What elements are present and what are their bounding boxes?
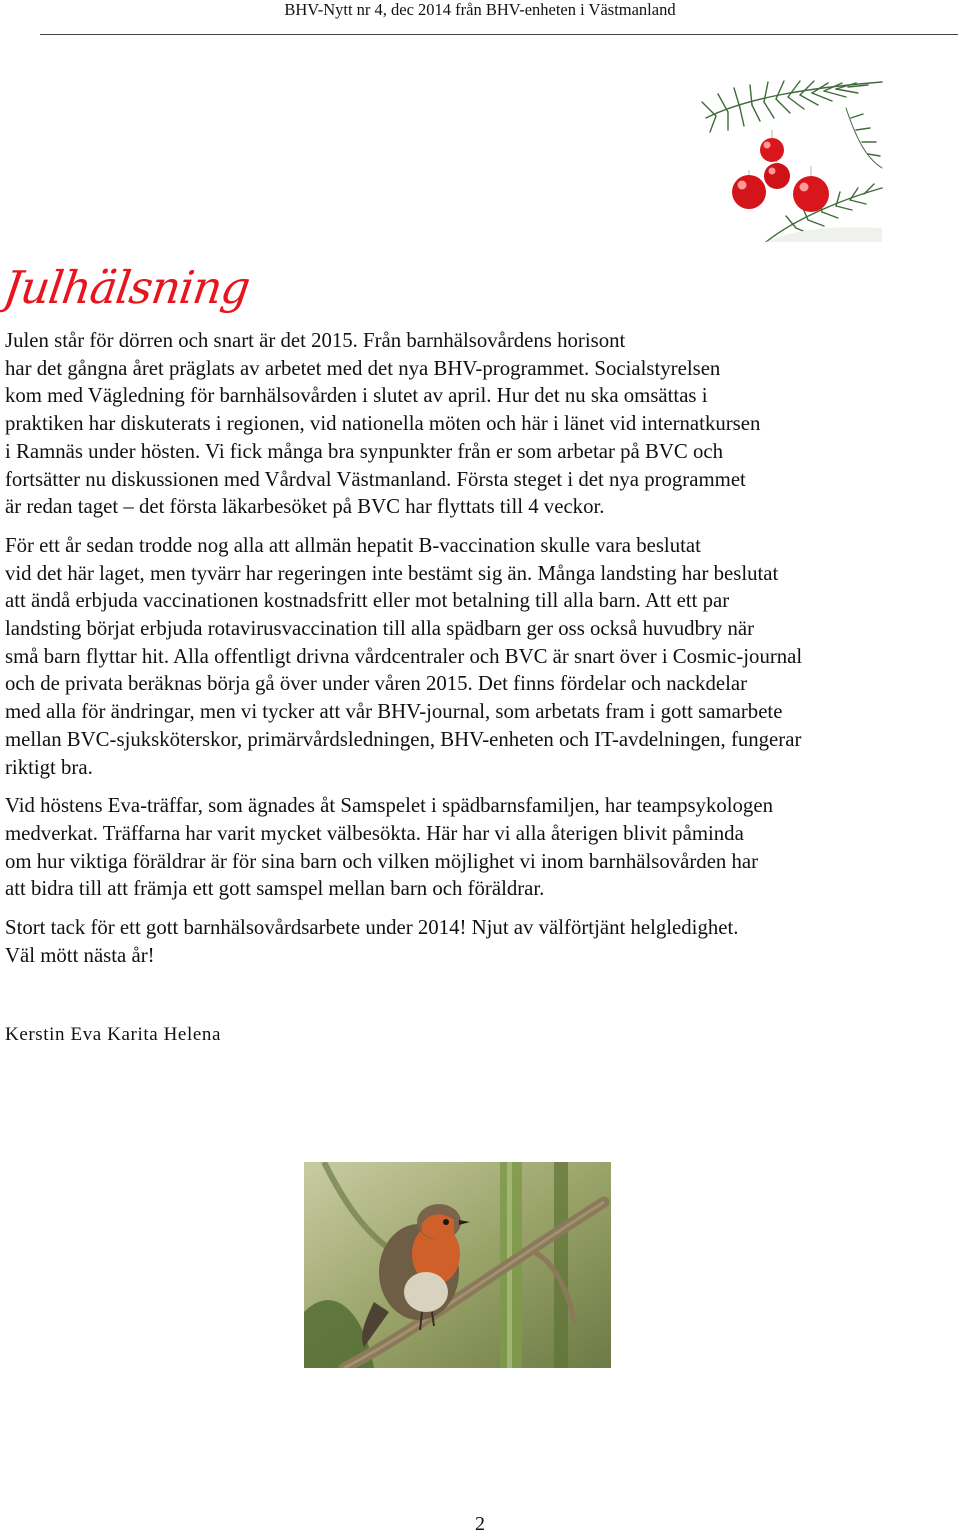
text-line: mellan BVC-sjuksköterskor, primärvårdsledningen, BHV-enheten och IT-avdelningen, fungerar (5, 727, 802, 751)
text-line: i Ramnäs under hösten. Vi fick många bra synpunkter från er som arbetar på BVC och (5, 439, 723, 463)
text-line: landsting börjat erbjuda rotavirusvaccination till alla spädbarn ger oss också huvudbry när (5, 617, 755, 641)
text-line: Stort tack för ett gott barnhälsovårdsarbete under 2014! Njut av välförtjänt helgledighet. (5, 916, 739, 940)
page-title: Julhälsning (0, 261, 253, 314)
page-number: 2 (475, 1513, 485, 1535)
text-line: medverkat. Träffarna har varit mycket välbesökta. Här har vi alla återigen blivit påminda (5, 821, 744, 845)
signature: Kerstin Eva Karita Helena (5, 1024, 221, 1045)
text-line: Julen står för dörren och snart är det 2015. Från barnhälsovårdens horisont (5, 329, 626, 352)
robin-image (304, 1162, 611, 1368)
paragraph-1 (5, 327, 945, 521)
text-line: vid det här laget, men tyvärr har regeringen inte bestämt sig än. Många landsting har beslutat (5, 561, 779, 585)
text-line: har det gångna året präglats av arbetet med det nya BHV-programmet. Socialstyrelsen (5, 356, 721, 380)
paragraph-3 (5, 792, 945, 903)
text-line: Väl mött nästa år! (5, 943, 155, 967)
text-line: är redan taget – det första läkarbesöket på BVC har flyttats till 4 veckor. (5, 495, 605, 519)
body-text (5, 327, 945, 980)
text-line: fortsätter nu diskussionen med Vårdval Västmanland. Första steget i det nya programmet (5, 467, 746, 491)
text-line: att ändå erbjuda vaccinationen kostnadsfritt eller mot betalning till alla barn. Att ett par (5, 589, 730, 613)
text-line: och de privata beräknas börja gå över under våren 2015. Det finns fördelar och nackdelar (5, 672, 748, 696)
text-line: små barn flyttar hit. Alla offentligt drivna vårdcentraler och BVC är snart över i Cosmic-journal (5, 644, 803, 668)
paragraph-2 (5, 532, 945, 781)
header-rule (40, 34, 958, 35)
paragraph-4 (5, 914, 945, 969)
text-line: Vid höstens Eva-träffar, som ägnades åt Samspelet i spädbarnsfamiljen, har teampsykologen (5, 794, 773, 818)
text-line: om hur viktiga föräldrar är för sina barn och vilken möjlighet vi inom barnhälsovården har (5, 849, 759, 873)
christmas-ornament-image (646, 78, 886, 242)
header-text: BHV-Nytt nr 4, dec 2014 från BHV-enheten i Västmanland (284, 0, 676, 19)
text-line: praktiken har diskuterats i regionen, vid nationella möten och här i länet vid internatkursen (5, 412, 761, 436)
text-line: med alla för ändringar, men vi tycker att vår BHV-journal, som arbetats fram i gott samarbete (5, 700, 783, 724)
page-header (0, 0, 960, 20)
text-line: För ett år sedan trodde nog alla att allmän hepatit B-vaccination skulle vara beslutat (5, 533, 701, 557)
text-line: riktigt bra. (5, 755, 93, 779)
text-line: att bidra till att främja ett gott samspel mellan barn och föräldrar. (5, 877, 545, 901)
text-line: kom med Vägledning för barnhälsovården i slutet av april. Hur det nu ska omsättas i (5, 384, 708, 408)
